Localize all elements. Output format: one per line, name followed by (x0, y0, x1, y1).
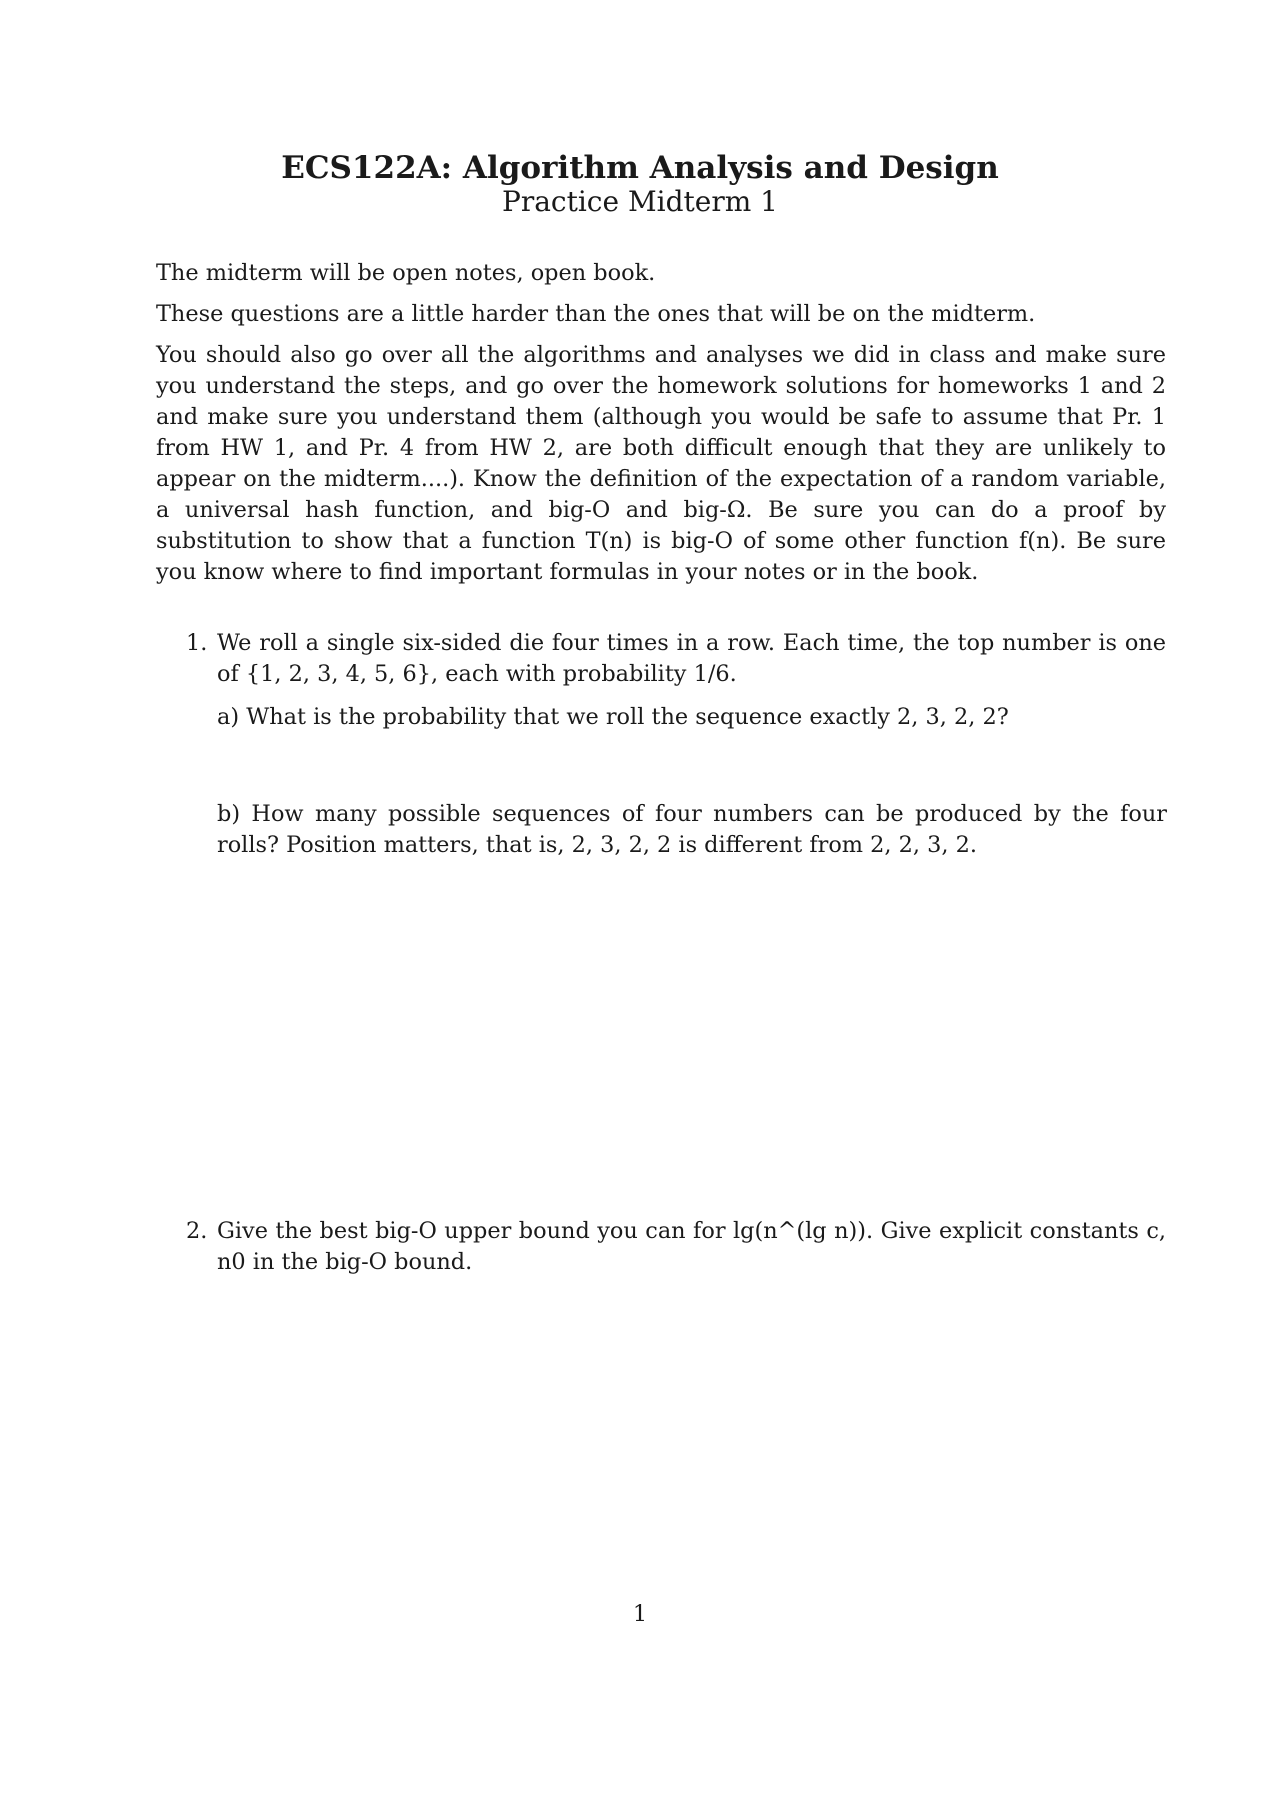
intro-paragraph-2 (156, 299, 1166, 330)
document-subtitle: Practice Midterm 1 (502, 185, 778, 218)
intro-text-2: These questions are a little harder than the ones that will be on the midterm. (156, 301, 1036, 327)
page-number: 1 (632, 1601, 648, 1627)
problem-2 (186, 1216, 1166, 1278)
problem-stem: We roll a single six-sided die four times in a row. Each time, the top number is one of {1, 2, 3, 4, 5, 6}, each with probability 1/6. (217, 630, 1166, 687)
problem-1-part-a: a) What is the probability that we roll the sequence exactly 2, 3, 2, 2? (217, 704, 1009, 730)
problem-1-part-b: b) How many possible sequences of four numbers can be produced by the four rolls? Position matters, that is, 2, 3, 2, 2 is different from 2, 2, 3, 2. (217, 801, 1167, 858)
problem-stem: Give the best big-O upper bound you can for lg(n^(lg n)). Give explicit constants c, n0 in the big-O bound. (217, 1218, 1166, 1275)
problem-1 (186, 628, 1166, 690)
header (0, 150, 1280, 218)
problem-number: 2. (186, 1218, 208, 1244)
intro-paragraph-1 (156, 258, 1166, 289)
intro-text-1: The midterm will be open notes, open book. (156, 260, 656, 286)
intro-text-3: You should also go over all the algorithms and analyses we did in class and make sure you understand the steps, and go over the homework solutions for homeworks 1 and 2 and make sure you understand them (although you would be safe to assume that Pr. 1 from HW 1, and Pr. 4 from HW 2, are both difficult enough that they are unlikely to appear on the midterm....). Know the definition of the expectation of a random variable, a universal hash function, and big-O and big-Ω. Be sure you can do a proof by substitution to show that a function T(n) is big-O of some other function f(n). Be sure you know where to find important formulas in your notes or in the book. (156, 342, 1166, 585)
intro-paragraph-3 (156, 340, 1166, 588)
document-title: ECS122A: Algorithm Analysis and Design (281, 150, 999, 186)
problem-number: 1. (186, 630, 208, 656)
